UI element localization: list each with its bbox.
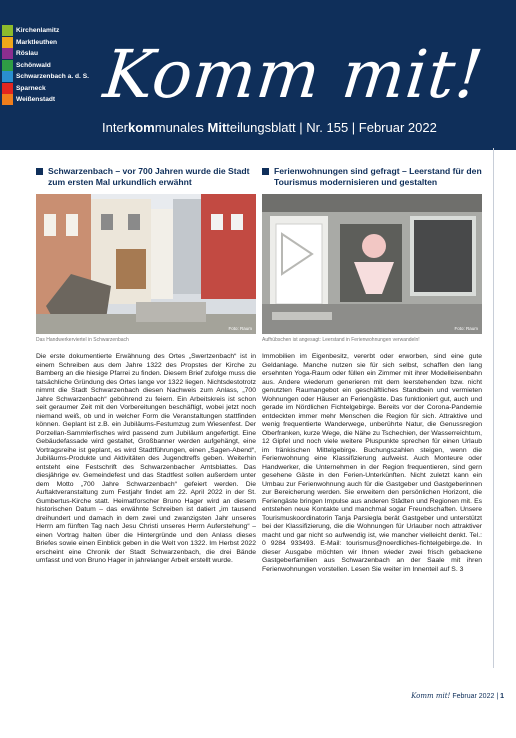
article-photo <box>36 194 256 334</box>
article-body: Die erste dokumentierte Erwähnung des Ortes „Swertzenbach“ ist in einem Schreiben aus dem Jahre 1322 des Propstes der Kirche zu Bamberg an die hiesige Pfarrei zu finden. Diesem Brief zufolge muss die tatsächliche Gründung des Ortes lange vor 1322 liegen. Nichtsdestotrotz nimmt die Stadt Schwarzenbach diesen Nachweis zum Anlass, „700 Jahre Schwarzenbach“ gebührend zu feiern. Ein Arbeitskreis ist schon seit geraumer Zeit mit den Vorbereitungen beschäftigt, wobei jetzt noch niemand weiß, ob und in welcher Form die Veranstaltungen stattfinden können. Geplant ist z.B. ein Jubiläums-Festumzug zum Wiesenfest. Der Porzellan-Sammlerfisches wird passend zum Jubiläum angefertigt. Eine Gebäudefassade wird gestaltet, Großbanner werden aufgehängt, eine Vortragsreihe ist geplant, es wird Stadtführungen, einen „Sagen-Abend“, Jubiläums-Produkte und Aktivitäten des Jugendtreffs geben. Weiterhin entsteht eine Festschrift des Schwarzenbacher Amtsblattes. Das diesjährige ev. Gemeindefest und das Stadtfest sollen außerdem unter dem Motto „700 Jahre Schwarzenbach“ gefeiert werden. Die Auftaktveranstaltung zum Festjahr findet am 22. April 2022 in der St. Gumbertus-Kirche statt. Heimatforscher Bruno Hager wird an diesem historischen Datum – das erwähnte Schreiben ist datiert „im tausend dreihundert und damach in dem zwei und zwanzigsten Jahr unseres Herrn am fünften Tag nach Jesu Christi unseres Herrn Auferstehung“ – einen Vortrag halten über die Hintergründe und den Anlass dieses Briefes sowie einen Einblick geben in die Welt von 1322. Im Herbst 2022 erscheint eine Chronik der Stadt Schwarzenbach, die drei Bände umfasst und von Bruno Hager in jahrelanger Arbeit erstellt wurde. <box>36 353 256 564</box>
town-name: Weißenstadt <box>16 96 56 104</box>
town-name: Sparneck <box>16 84 46 92</box>
masthead-logo: Komm mit! <box>100 36 488 113</box>
town-color-swatch <box>2 25 13 36</box>
photo-caption: Aufhübschen ist angesagt: Leerstand in Ferienwohnungen verwandeln! <box>262 337 420 343</box>
town-color-swatch <box>2 83 13 94</box>
page-footer <box>411 692 504 700</box>
town-item <box>2 60 89 72</box>
subtitle-part: teilungsblatt | Nr. 155 | Februar 2022 <box>226 120 437 135</box>
column-rule <box>493 148 494 668</box>
article-photo <box>262 194 482 334</box>
town-color-swatch <box>2 37 13 48</box>
town-item <box>2 37 89 49</box>
town-item <box>2 94 89 106</box>
headline-text: Schwarzenbach – vor 700 Jahren wurde die Stadt zum ersten Mal urkundlich erwähnt <box>48 166 250 187</box>
photo-credit: Foto: Raum <box>454 326 478 331</box>
town-color-swatch <box>2 94 13 105</box>
town-name: Schönwald <box>16 61 51 69</box>
town-name: Schwarzenbach a. d. S. <box>16 73 89 81</box>
town-color-swatch <box>2 48 13 59</box>
headline-text: Ferienwohnungen sind gefragt – Leerstand für den Tourismus modernisieren und gestalten <box>274 166 482 187</box>
town-color-swatch <box>2 60 13 71</box>
headline-square-icon <box>36 168 43 175</box>
subtitle-part-bold: Mit <box>207 120 227 135</box>
town-color-swatch <box>2 71 13 82</box>
footer-issue: Februar 2022 <box>452 693 495 700</box>
town-list <box>2 25 89 106</box>
subtitle-part: munales <box>154 120 208 135</box>
photo-caption: Das Handwerkerviertel in Schwarzenbach <box>36 337 129 343</box>
town-item <box>2 48 89 60</box>
house-facade-image <box>262 194 482 334</box>
footer-logo: Komm mit! <box>411 692 451 700</box>
town-item <box>2 25 89 37</box>
subtitle-part-bold: kom <box>128 120 155 135</box>
town-name: Marktleuthen <box>16 38 58 46</box>
article-body: Immobilien im Eigenbesitz, vererbt oder erworben, sind eine gute Geldanlage. Manche nutzen sie für sich selbst, schaffen den lang ersehnten Yoga-Raum oder füllen ein Zimmer mit ihrer Modelleisenbahn aus. Andere wiederum generieren mit dem leerstehenden bzw. nicht genutzten Raumangebot ein geschäftliches Standbein und vermieten Wohnungen oder Häuser an Feriengäste. Das funktioniert gut, auch und gerade im Nördlichen Fichtelgebirge. Bereits vor der Corona-Pandemie entdeckten immer mehr Menschen die Region für sich. Attraktive und wenig frequentierte Wanderwege, unberührte Natur, die Genussregion Oberfranken, kurze Wege, die Nähe zu Tschechien, der Wasserreichtum, 12 Gipfel und noch viele weitere Pluspunkte sprechen für einen Urlaub im fränkischen Mittelgebirge. Buchungszahlen steigen, wenn die Ferienwohnung eine Klassifizierung aufweist. Auch Monteure oder Handwerker, die Unternehmen in der Region frequentieren, sind gern gesehene Gäste in den Ferien-Unterkünften. Nicht zuletzt kann ein Umbau zur Ferienwohnung auch für die Gastgeber und Gastgeberinnen zur Bereicherung werden. Sie erweitern den persönlichen Horizont, die Feriengäste bringen Impulse aus anderen Städten und Regionen mit. Es entstehen neue Kontakte und manchmal sogar Freundschaften. Unsere Tourismuskoordinatorin Tanja Parsiegla berät Gastgeber und unterstützt bei der Klassifizierung, die die Wohnungen für Urlauber noch attraktiver macht und gar nicht so aufwendig ist, wie mancher vielleicht denkt. Tel.: 0 9284 933493. E-Mail: tourismus@noerdliches-fichtelgebirge.de. In dieser Ausgabe möchten wir Ihnen wieder zwei frisch gebackene Gastgeberfamilien aus Schwarzenbach an der Saale mit ihren Ferienwohnungen vorstellen. Lesen Sie weiter im Innenteil auf S. 3 <box>262 353 482 573</box>
article-ferienwohnungen <box>262 166 482 574</box>
article-schwarzenbach <box>36 166 256 566</box>
footer-separator: | <box>496 693 499 700</box>
headline-square-icon <box>262 168 269 175</box>
town-name: Röslau <box>16 50 38 58</box>
subtitle-part: Inter <box>102 120 129 135</box>
town-item <box>2 71 89 83</box>
masthead-subtitle <box>102 120 437 135</box>
article-headline <box>36 166 256 188</box>
town-item <box>2 83 89 95</box>
town-name: Kirchenlamitz <box>16 27 60 35</box>
street-scene-image <box>36 194 256 334</box>
photo-credit: Foto: Raum <box>228 326 252 331</box>
article-headline <box>262 166 482 188</box>
masthead <box>0 0 516 150</box>
page-number: 1 <box>500 693 504 700</box>
